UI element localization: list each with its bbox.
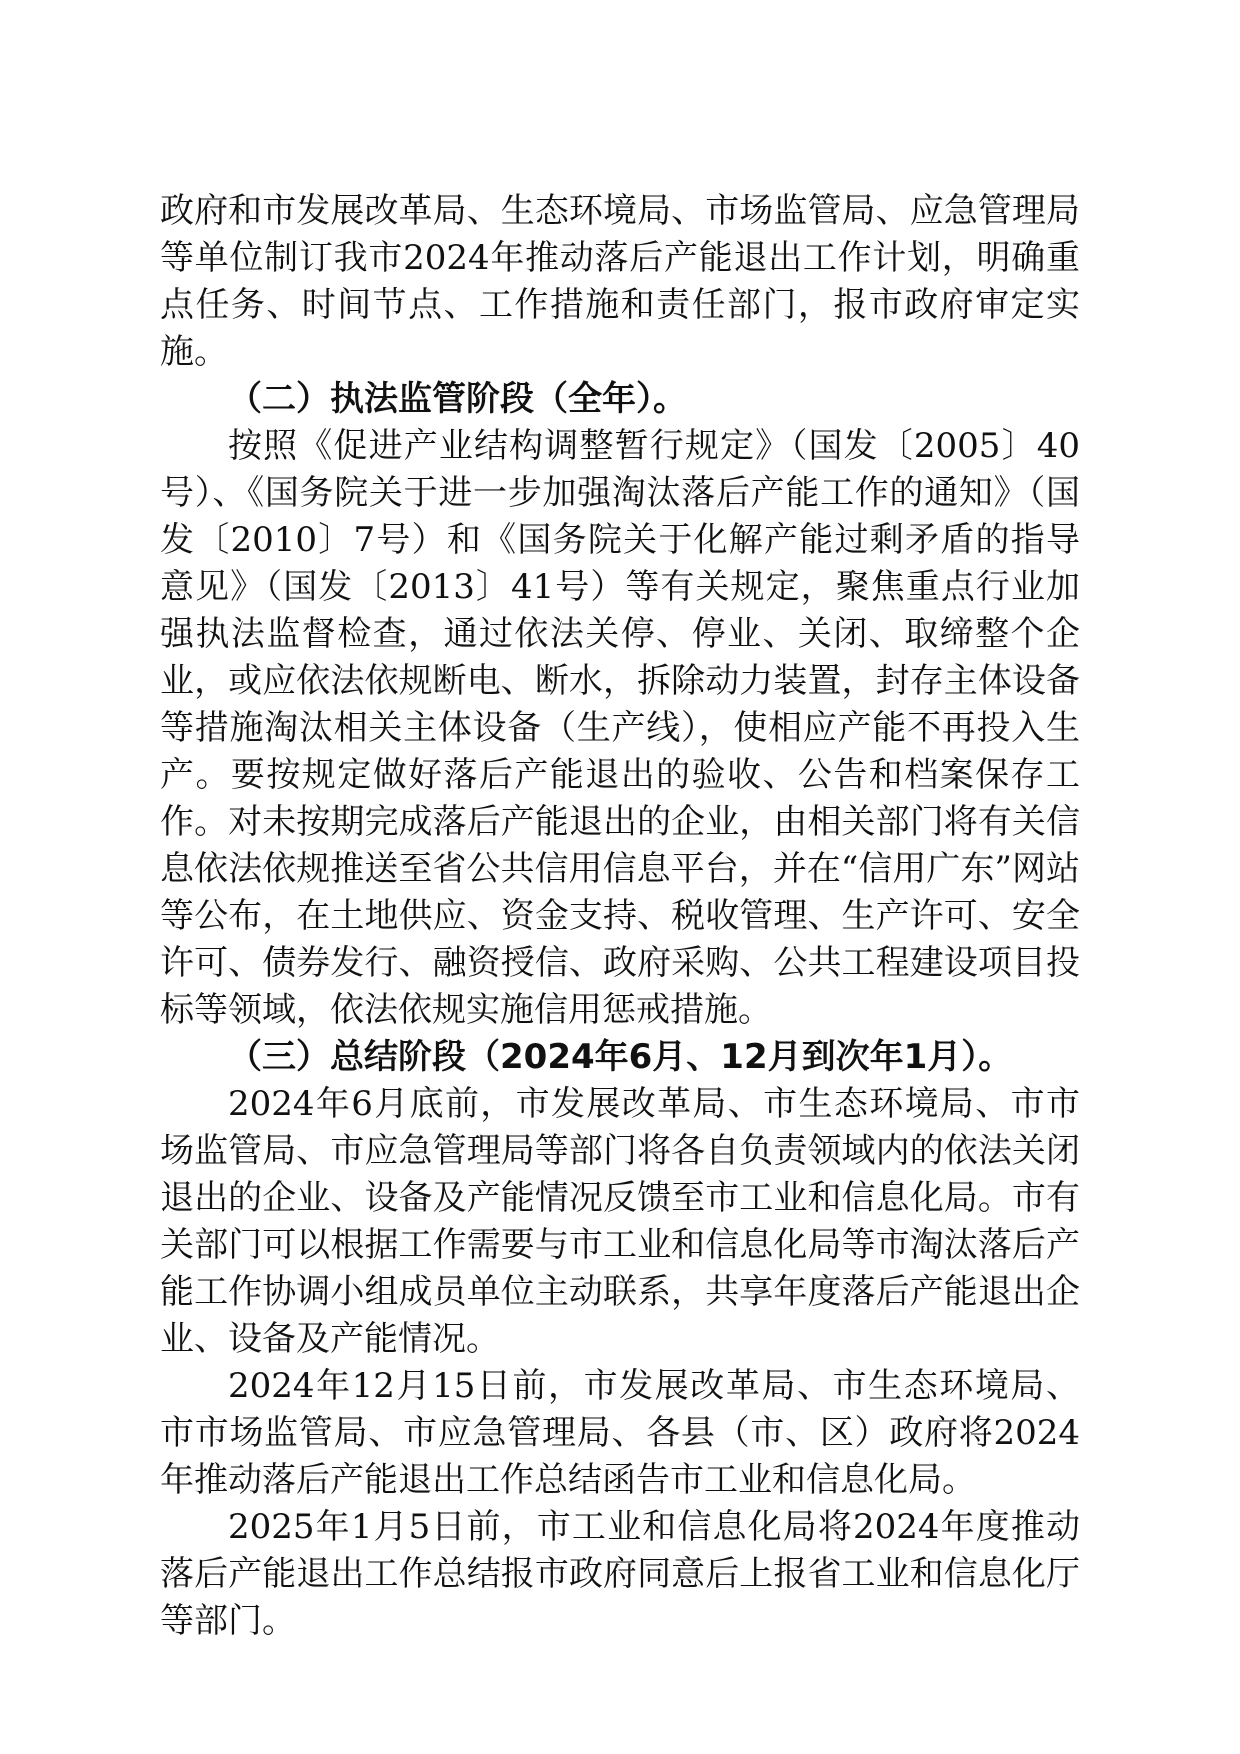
section-heading-summary: （三）总结阶段（2024年6月、12月到次年1月）。 [228, 1037, 1013, 1077]
document-page [160, 188, 1080, 1645]
paragraph-plan-continuation: 政府和市发展改革局、生态环境局、市场监管局、应急管理局等单位制订我市2024年推动落后产能退出工作计划，明确重点任务、时间节点、工作措施和责任部门，报市政府审定实施。 [160, 191, 1080, 372]
paragraph-june-deadline: 2024年6月底前，市发展改革局、市生态环境局、市市场监管局、市应急管理局等部门将各自负责领域内的依法关闭退出的企业、设备及产能情况反馈至市工业和信息化局。市有关部门可以根据工作需要与市工业和信息化局等市淘汰落后产能工作协调小组成员单位主动联系，共享年度落后产能退出企业、设备及产能情况。 [160, 1084, 1080, 1359]
section-heading-enforcement: （二）执法监管阶段（全年）。 [228, 379, 687, 419]
paragraph-enforcement: 按照《促进产业结构调整暂行规定》（国发〔2005〕40号）、《国务院关于进一步加强淘汰落后产能工作的通知》（国发〔2010〕7号）和《国务院关于化解产能过剩矛盾的指导意见》（国发〔2013〕41号）等有关规定，聚焦重点行业加强执法监督检查，通过依法关停、停业、关闭、取缔整个企业，或应依法依规断电、断水，拆除动力装置，封存主体设备等措施淘汰相关主体设备（生产线），使相应产能不再投入生产。要按规定做好落后产能退出的验收、公告和档案保存工作。对未按期完成落后产能退出的企业，由相关部门将有关信息依法依规推送至省公共信用信息平台，并在“信用广东”网站等公布，在土地供应、资金支持、税收管理、生产许可、安全许可、债券发行、融资授信、政府采购、公共工程建设项目投标等领域，依法依规实施信用惩戒措施。 [160, 426, 1080, 1030]
paragraph-december-deadline: 2024年12月15日前，市发展改革局、市生态环境局、市市场监管局、市应急管理局、各县（市、区）政府将2024年推动落后产能退出工作总结函告市工业和信息化局。 [160, 1366, 1080, 1500]
paragraph-january-deadline: 2025年1月5日前，市工业和信息化局将2024年度推动落后产能退出工作总结报市政府同意后上报省工业和信息化厅等部门。 [160, 1507, 1080, 1641]
